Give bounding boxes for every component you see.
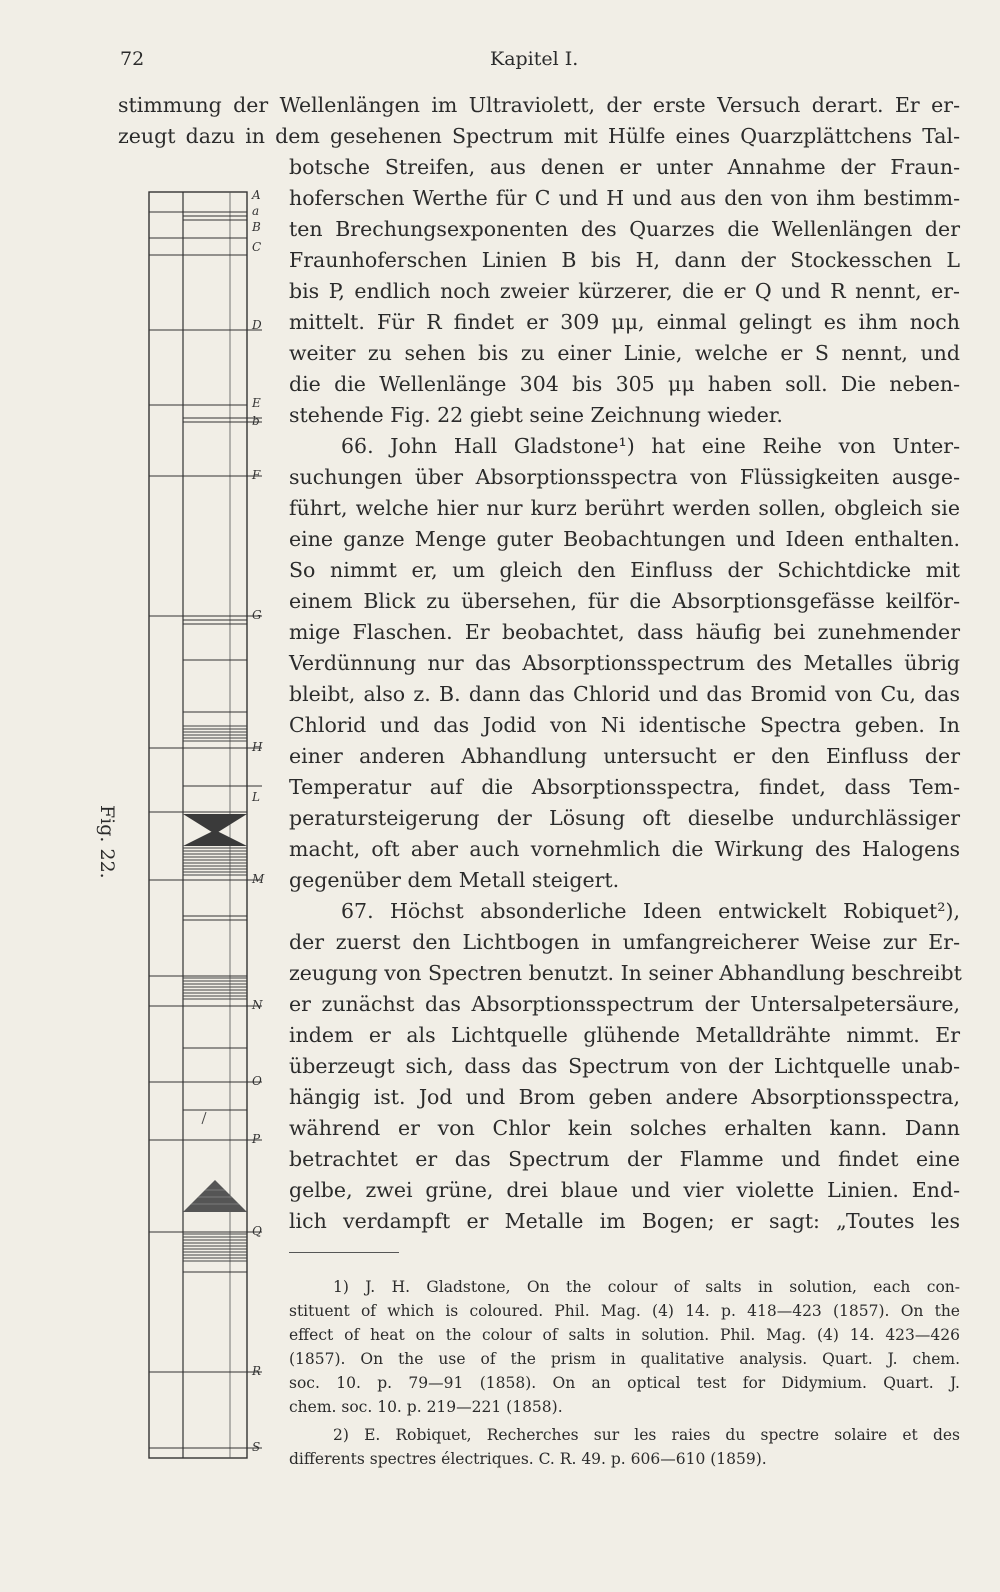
figure-label-b: b [252,414,260,428]
footnote-1-line: 1) J. H. Gladstone, On the colour of salts in solution, each con- [333,1278,960,1296]
body-line: hoferschen Werthe für C und H und aus den von ihm bestimm- [289,186,960,210]
figure-label-M: M [252,872,265,886]
body-line: mittelt. Für R findet er 309 μμ, einmal gelingt es ihm noch [289,310,960,334]
body-line: stimmung der Wellenlängen im Ultraviolett, der erste Versuch derart. Er er- [118,93,960,117]
footnote-2-line: differents spectres électriques. C. R. 49. p. 606—610 (1859). [289,1450,767,1468]
footnote-1-line: chem. soc. 10. p. 219—221 (1858). [289,1398,563,1416]
body-line: Fraunhoferschen Linien B bis H, dann der Stockesschen L [289,248,960,272]
body-line: zeugung von Spectren benutzt. In seiner Abhandlung beschreibt [289,961,962,985]
body-line: Temperatur auf die Absorptionsspectra, findet, dass Tem- [289,775,960,799]
body-line: der zuerst den Lichtbogen in umfangreicherer Weise zur Er- [289,930,960,954]
section-67-start: 67. Höchst absonderliche Ideen entwickelt Robiquet²), [341,899,960,923]
figure-label-S: S [252,1440,261,1454]
figure-label-B: B [252,220,261,234]
figure-label-Q: Q [252,1224,262,1238]
body-line: führt, welche hier nur kurz berührt werden sollen, obgleich sie [289,496,960,520]
body-line: lich verdampft er Metalle im Bogen; er sagt: „Toutes les [289,1209,960,1233]
body-line: eine ganze Menge guter Beobachtungen und Ideen enthalten. [289,527,960,551]
body-line: hängig ist. Jod und Brom geben andere Absorptionsspectra, [289,1085,960,1109]
body-line: weiter zu sehen bis zu einer Linie, welche er S nennt, und [289,341,960,365]
body-line: indem er als Lichtquelle glühende Metalldrähte nimmt. Er [289,1023,960,1047]
body-line: gelbe, zwei grüne, drei blaue und vier violette Linien. End- [289,1178,960,1202]
figure-label-N: N [252,998,263,1012]
body-line: mige Flaschen. Er beobachtet, dass häufig bei zunehmender [289,620,960,644]
figure-label-C: C [252,240,262,254]
figure-label-O: O [252,1074,262,1088]
footnote-divider [289,1252,399,1253]
body-line: suchungen über Absorptionsspectra von Flüssigkeiten ausge- [289,465,960,489]
body-line: Chlorid und das Jodid von Ni identische Spectra geben. In [289,713,960,737]
body-line: zeugt dazu in dem gesehenen Spectrum mit Hülfe eines Quarzplättchens Tal- [118,124,960,148]
body-line: bleibt, also z. B. dann das Chlorid und das Bromid von Cu, das [289,682,960,706]
figure-label-a: a [252,204,260,218]
figure-label-G: G [252,608,262,622]
body-line: stehende Fig. 22 giebt seine Zeichnung wieder. [289,403,783,427]
figure-label-R: R [252,1364,262,1378]
figure-label-E: E [252,396,261,410]
footnote-1-line: stituent of which is coloured. Phil. Mag. (4) 14. p. 418—423 (1857). On the [289,1302,960,1320]
figure-label-P: P [252,1132,261,1146]
body-line: peratursteigerung der Lösung oft dieselbe undurchlässiger [289,806,960,830]
page-number: 72 [120,48,145,70]
figure-label-F: F [252,468,261,482]
body-line: einer anderen Abhandlung untersucht er den Einfluss der [289,744,960,768]
figure-caption: Fig. 22. [96,805,118,879]
body-line: betrachtet er das Spectrum der Flamme und findet eine [289,1147,960,1171]
body-line: einem Blick zu übersehen, für die Absorptionsgefässe keilför- [289,589,960,613]
footnote-2-line: 2) E. Robiquet, Recherches sur les raies du spectre solaire et des [333,1426,960,1444]
body-line: gegenüber dem Metall steigert. [289,868,620,892]
body-line: er zunächst das Absorptionsspectrum der Untersalpetersäure, [289,992,960,1016]
section-66-start: 66. John Hall Gladstone¹) hat eine Reihe von Unter- [341,434,960,458]
body-line: botsche Streifen, aus denen er unter Annahme der Fraun- [289,155,960,179]
body-line: ten Brechungsexponenten des Quarzes die Wellenlängen der [289,217,960,241]
figure-label-H: H [252,740,263,754]
body-line: während er von Chlor kein solches erhalten kann. Dann [289,1116,960,1140]
figure-label-D: D [252,318,262,332]
body-line: bis P, endlich noch zweier kürzerer, die er Q und R nennt, er- [289,279,960,303]
body-line: Verdünnung nur das Absorptionsspectrum des Metalles übrig [289,651,960,675]
body-line: die die Wellenlänge 304 bis 305 μμ haben soll. Die neben- [289,372,960,396]
body-line: überzeugt sich, dass das Spectrum von der Lichtquelle unab- [289,1054,960,1078]
spectrum-frame [149,192,247,1458]
figure-label-L: L [252,790,260,804]
running-head: Kapitel I. [490,48,579,70]
body-line: So nimmt er, um gleich den Einfluss der Schichtdicke mit [289,558,960,582]
footnote-1-line: effect of heat on the colour of salts in solution. Phil. Mag. (4) 14. 423—426 [289,1326,960,1344]
figure-label-A: A [252,188,261,202]
footnote-1-line: (1857). On the use of the prism in qualitative analysis. Quart. J. chem. [289,1350,960,1368]
body-line: macht, oft aber auch vornehmlich die Wirkung des Halogens [289,837,960,861]
footnote-1-line: soc. 10. p. 79—91 (1858). On an optical test for Didymium. Quart. J. [289,1374,960,1392]
